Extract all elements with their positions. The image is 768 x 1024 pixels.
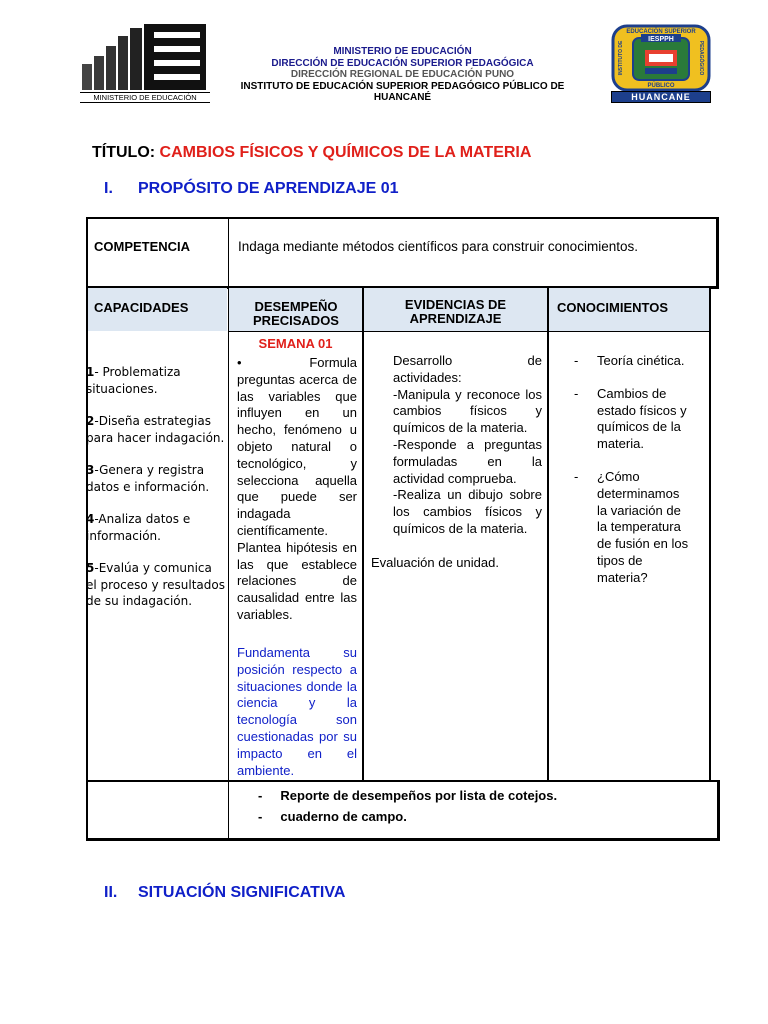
- desempeno-hipotesis: Plantea hipótesis en las que establece relaciones de causalidad entre las variables.: [237, 539, 357, 622]
- col-divider-2: [362, 286, 364, 780]
- col-divider-3: [547, 286, 549, 780]
- section-2-number: II.: [104, 884, 118, 901]
- svg-text:PÚBLICO: PÚBLICO: [647, 83, 675, 89]
- svg-text:INSTITUTO DE: INSTITUTO DE: [618, 40, 624, 76]
- conocimiento-item: - ¿Cómo determinamos la variación de la temperatura de fusión en los tipos de materia?: [572, 469, 690, 587]
- header-line-1: MINISTERIO DE EDUCACIÓN: [333, 46, 472, 57]
- section-2-heading: [104, 884, 345, 902]
- competencia-divider: [228, 217, 229, 287]
- iespph-crest-lettering: [611, 24, 711, 92]
- section-1-heading: [104, 180, 399, 198]
- competencia-text: Indaga mediante métodos científicos para construir conocimientos.: [238, 239, 638, 254]
- header-evidencias: [364, 288, 547, 331]
- semana-label: SEMANA 01: [258, 336, 333, 351]
- header-line-3: DIRECCIÓN REGIONAL DE EDUCACIÓN PUNO: [290, 69, 515, 80]
- conocimiento-item: - Cambios de estado físicos y químicos de la materia.: [572, 386, 690, 453]
- desempeno-fundamenta: Fundamenta su posición respecto a situaciones donde la ciencia y la tecnología son cuestionadas por su impacto en el ambiente.: [237, 645, 357, 778]
- header-conocimientos: [549, 288, 709, 331]
- capacidad-item: 1- Problematiza situaciones.: [86, 365, 181, 396]
- header-line-4: INSTITUTO DE EDUCACIÓN SUPERIOR PEDAGÓGICO PÚBLICO DE: [240, 80, 565, 92]
- svg-text:PEDAGÓGICO: PEDAGÓGICO: [698, 40, 704, 76]
- svg-text:IESPPH: IESPPH: [648, 36, 674, 43]
- header-line-5: HUANCANÉ: [373, 92, 432, 103]
- iespph-crest: [611, 24, 711, 102]
- header-capacidades: [87, 288, 227, 331]
- desempeno-text: • Formula preguntas acerca de las variables que influyen en un hecho, fenómeno u objeto natural o tecnológico, y selecciona aquella que puede ser indagada científicamente. Plantea hipótesis en las que establece relaciones de causalidad entre las variables.: [237, 355, 357, 622]
- title-label: TÍTULO:: [92, 144, 156, 161]
- evidencias-line: Desarrollo de actividades:: [393, 353, 542, 385]
- conocimiento-item: - Teoría cinética.: [572, 353, 690, 370]
- header-desempeno: [229, 288, 362, 331]
- header-capacidades-label: CAPACIDADES: [94, 300, 189, 315]
- col-divider-right: [709, 286, 711, 780]
- header-line-2: DIRECCIÓN DE EDUCACIÓN SUPERIOR PEDAGÓGICA: [271, 57, 534, 69]
- capacidades-list: [86, 364, 226, 626]
- evidencias-text: [393, 353, 542, 538]
- section-1-label: PROPÓSITO DE APRENDIZAJE 01: [138, 180, 399, 197]
- capacidad-item: 4-Analiza datos e información.: [86, 512, 191, 543]
- evidencias-line: -Responde a preguntas formuladas en la actividad comprueba.: [393, 436, 542, 486]
- institution-header: [210, 46, 595, 104]
- svg-text:EDUCACIÓN SUPERIOR: EDUCACIÓN SUPERIOR: [626, 29, 696, 35]
- instrumento-item: - cuaderno de campo.: [258, 809, 407, 824]
- ministerio-logo: [80, 22, 210, 102]
- conocimientos-list: [572, 353, 690, 603]
- capacidad-item: 5-Evalúa y comunica el proceso y resultados de su indagación.: [86, 561, 225, 608]
- iespph-crest-badge: HUANCANE: [611, 91, 711, 103]
- ministerio-logo-caption: MINISTERIO DE EDUCACIÓN: [80, 92, 210, 103]
- bullet-icon: •: [237, 355, 242, 370]
- evidencias-line: -Manipula y reconoce los cambios físicos y químicos de la materia.: [393, 386, 542, 436]
- header-conocimientos-label: CONOCIMIENTOS: [557, 300, 668, 315]
- ministerio-logo-graphic: [80, 22, 210, 92]
- header-evidencias-label: EVIDENCIAS DE APRENDIZAJE: [404, 297, 507, 326]
- header-desempeno-label: DESEMPEÑO PRECISADOS: [253, 299, 339, 328]
- title-text: CAMBIOS FÍSICOS Y QUÍMICOS DE LA MATERIA: [159, 144, 532, 161]
- header-bottom-line: [228, 331, 711, 332]
- evidencias-line: -Realiza un dibujo sobre los cambios físicos y químicos de la materia.: [393, 487, 542, 536]
- section-1-number: I.: [104, 180, 113, 197]
- capacidad-item: 3-Genera y registra datos e información.: [86, 463, 210, 494]
- capacidad-item: 2-Diseña estrategias para hacer indagación.: [86, 414, 225, 445]
- competencia-label: COMPETENCIA: [94, 239, 191, 254]
- col-divider-1: [228, 286, 229, 780]
- instrumentos-divider: [228, 780, 229, 838]
- page-title: [92, 144, 531, 162]
- instrumento-item: - Reporte de desempeños por lista de cotejos.: [258, 788, 558, 803]
- section-2-label: SITUACIÓN SIGNIFICATIVA: [138, 884, 346, 901]
- evaluacion-unidad: Evaluación de unidad.: [371, 555, 499, 570]
